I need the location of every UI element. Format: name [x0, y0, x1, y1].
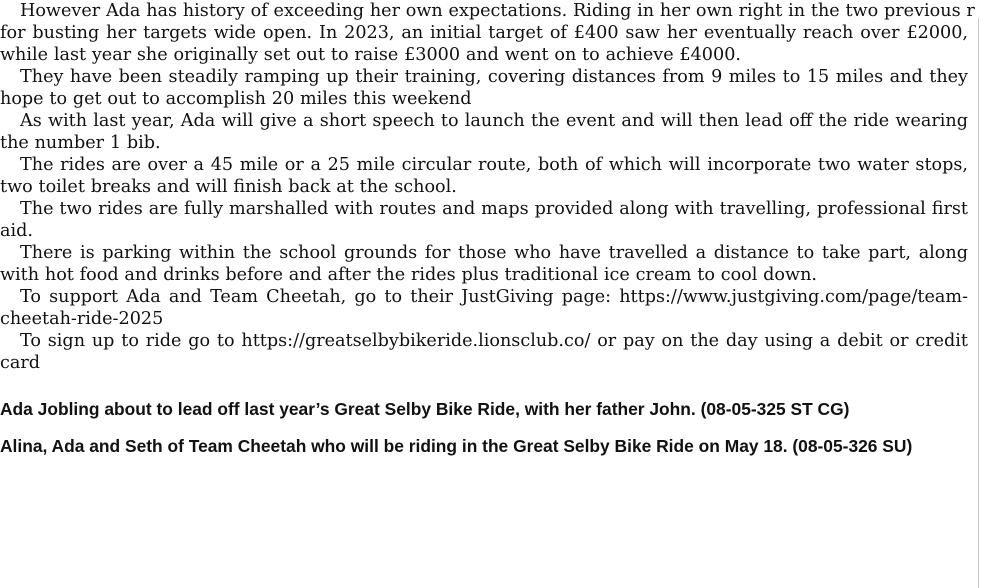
- page-edge-divider: [978, 18, 979, 588]
- paragraph-launch-speech: As with last year, Ada will give a short speech to launch the event and will then lead off the ride wearing the number 1 bib.: [0, 111, 968, 153]
- photo-caption-ada-and-john: Ada Jobling about to lead off last year’s Great Selby Bike Ride, with her father John. (08-05-325 ST CG): [0, 399, 850, 419]
- paragraph-previous-rides: However Ada has history of exceeding her own expectations. Riding in her own right in the two previous r: [20, 1, 975, 21]
- photo-caption-team-cheetah: Alina, Ada and Seth of Team Cheetah who will be riding in the Great Selby Bike Ride on May 18. (08-05-326 SU): [0, 436, 913, 456]
- paragraph-training: They have been steadily ramping up their training, covering distances from 9 miles to 15 miles and they hope to get out to accomplish 20 miles this weekend: [0, 67, 968, 109]
- paragraph-fundraising-history: for busting her targets wide open. In 2023, an initial target of £400 saw her eventually reach over £2000, while last year she originally set out to raise £3000 and went on to achieve £4000.: [0, 23, 968, 65]
- paragraph-justgiving: To support Ada and Team Cheetah, go to their JustGiving page: https://www.justgiving.com/page/team-cheetah-ride-2025: [0, 287, 968, 329]
- paragraph-parking: There is parking within the school grounds for those who have travelled a distance to take part, along with hot food and drinks before and after the rides plus traditional ice cream to cool down.: [0, 243, 968, 285]
- paragraph-marshalling: The two rides are fully marshalled with routes and maps provided along with travelling, professional first aid.: [0, 199, 968, 241]
- paragraph-sign-up: To sign up to ride go to https://greatselbybikeride.lionsclub.co/ or pay on the day using a debit or credit card: [0, 331, 968, 373]
- paragraph-routes: The rides are over a 45 mile or a 25 mile circular route, both of which will incorporate two water stops, two toilet breaks and will finish back at the school.: [0, 155, 968, 197]
